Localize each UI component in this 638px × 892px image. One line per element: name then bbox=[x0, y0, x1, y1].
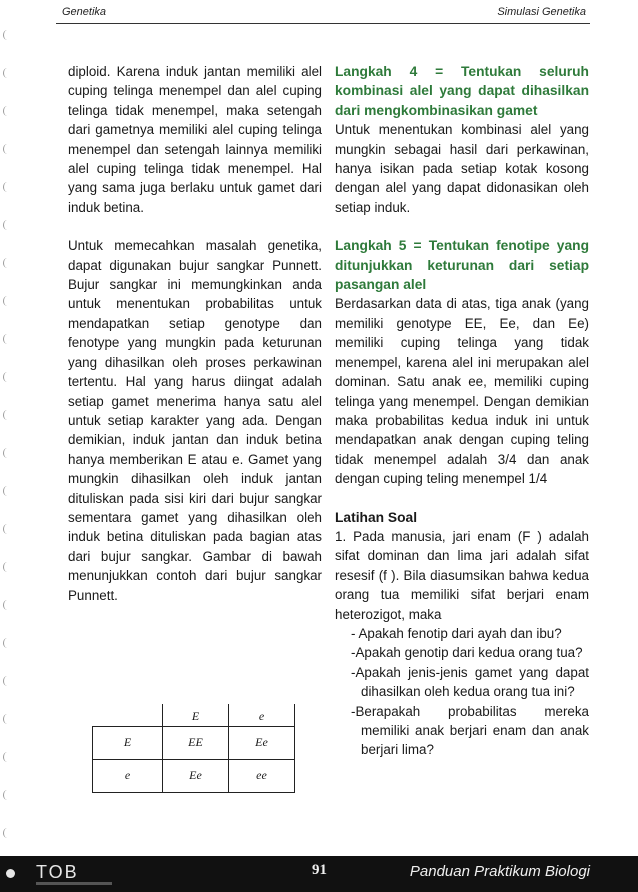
publisher-logo: TOB bbox=[36, 862, 79, 882]
step4-heading: Langkah 4 = Tentukan seluruh kombinasi alel yang dapat dihasilkan dari mengkombinasikan gamet bbox=[335, 64, 589, 118]
paragraph-diploid: diploid. Karena induk jantan memiliki alel cuping telinga menempel dan alel cuping telinga tidak menempel, maka setengah dari gametnya memiliki alel cuping telinga menempel dan setengah lainnya memiliki alel cuping telinga tidak menempel. Hal yang sama juga berlaku untuk gamet dari induk betina. bbox=[68, 64, 322, 215]
bullet-icon bbox=[6, 869, 15, 878]
step5-body: Berdasarkan data di atas, tiga anak (yang memiliki genotype EE, Ee, dan Ee) memiliki cuping telinga yang tidak menempel, karena alel ini merupakan alel dominan. Satu anak ee, memiliki cuping telinga yang menempel. Dengan demikian maka probabilitas kedua induk ini untuk mendapatkan anak dengan cuping teling tidak menempel adalah 3/4 dan anak dengan cuping teling menempel 1/4 bbox=[335, 296, 589, 487]
page-footer bbox=[0, 856, 638, 892]
page-number: 91 bbox=[312, 862, 327, 878]
punnett-corner bbox=[93, 704, 163, 726]
question-item: - Apakah fenotip dari ayah dan ibu? bbox=[351, 625, 562, 641]
punnett-side-gamet: E bbox=[93, 726, 163, 759]
header-rule bbox=[56, 23, 590, 24]
punnett-top-gamet: e bbox=[229, 704, 295, 726]
exercise-heading: Latihan Soal bbox=[335, 509, 418, 525]
punnett-top-gamet: E bbox=[163, 704, 229, 726]
punnett-side-gamet: e bbox=[93, 759, 163, 792]
left-column bbox=[68, 62, 322, 605]
question-item: -Apakah jenis-jenis gamet yang dapat dihasilkan oleh kedua orang tua ini? bbox=[351, 664, 589, 700]
step4-body: Untuk menentukan kombinasi alel yang mungkin sebagai hasil dari perkawinan, hanya isikan pada setiap kotak kosong dengan alel yang dapat didonasikan oleh setiap induk. bbox=[335, 122, 589, 215]
punnett-cell: Ee bbox=[229, 726, 295, 759]
punnett-cell: EE bbox=[163, 726, 229, 759]
step5-heading: Langkah 5 = Tentukan fenotipe yang ditunjukkan keturunan dari setiap pasangan alel bbox=[335, 238, 589, 293]
question-item: -Berapakah probabilitas mereka memiliki anak berjari enam dan anak berjari lima? bbox=[351, 703, 589, 758]
logo-underline bbox=[36, 882, 112, 885]
binding-holes bbox=[0, 0, 14, 850]
question-item: -Apakah genotip dari kedua orang tua? bbox=[351, 645, 583, 661]
punnett-square bbox=[92, 704, 295, 793]
exercise-intro: 1. Pada manusia, jari enam (F ) adalah sifat dominan dan lima jari adalah sifat resesif (f ). Bila diasumsikan bahwa kedua orang tua memiliki sifat berjari enam heterozigot, maka bbox=[335, 528, 589, 622]
running-header-right: Simulasi Genetika bbox=[497, 6, 586, 18]
paragraph-punnett: Untuk memecahkan masalah genetika, dapat digunakan bujur sangkar Punnett. Bujur sangkar ini memungkinkan anda untuk menentukan probabilitas untuk mendapatkan setiap genotype dan fenotype yang mungkin pada keturunan yang dihasilkan oleh proses perkawinan tertentu. Hal yang harus diingat adalah setiap gamet menerima hanya satu alel untuk setiap karakter yang ada. Dengan demikian, induk jantan dan induk betina hanya memberikan E atau e. Gamet yang mungkin dihasilkan oleh induk jantan dituliskan pada sisi kiri dari bujur sangkar sementara gamet yang dihasilkan oleh induk betina dituliskan pada bagian atas dari bujur sangkar. Gambar di bawah menunjukkan contoh dari bujur sangkar Punnett. bbox=[68, 238, 322, 603]
right-column bbox=[335, 62, 589, 760]
punnett-cell: Ee bbox=[163, 759, 229, 792]
question-list bbox=[351, 624, 589, 760]
book-title: Panduan Praktikum Biologi bbox=[409, 863, 590, 880]
running-header-left: Genetika bbox=[62, 6, 107, 18]
punnett-cell: ee bbox=[229, 759, 295, 792]
